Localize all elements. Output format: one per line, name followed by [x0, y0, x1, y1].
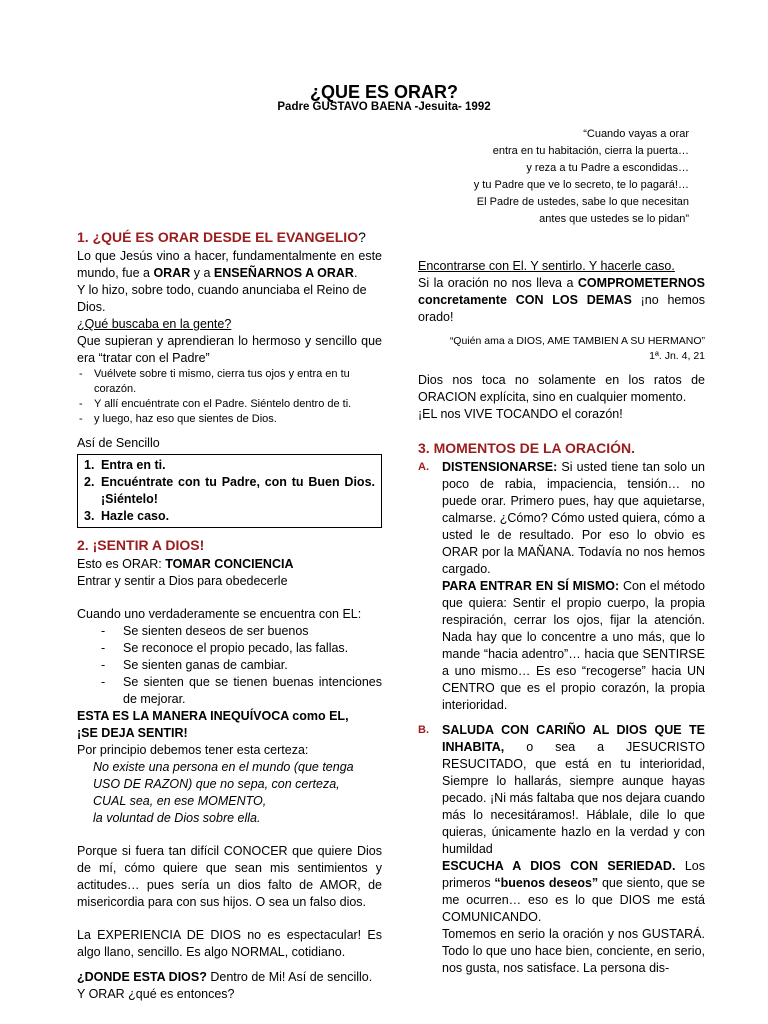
s2-italic-block: No existe una persona en el mundo (que tenga USO DE RAZON) que no sepa, con certeza, CUAL sea, en ese MOMENTO, la voluntad de Dios sobre ella. — [93, 760, 354, 825]
bible-quote: “Quién ama a DIOS, AME TAMBIEN A SU HERMANO” — [449, 335, 705, 347]
right-underlined: Encontrarse con El. Y sentirlo. Y hacerle caso. — [418, 259, 675, 273]
box-item: 3. Hazle caso. — [84, 509, 170, 523]
epigraph-line: “Cuando vayas a orar — [583, 128, 689, 140]
list-item: - Vuélvete sobre ti mismo, cierra tus ojos y entra en tu corazón. — [77, 367, 382, 397]
s2-paragraph-8: Y ORAR ¿qué es entonces? — [77, 987, 235, 1001]
list-item: - Se sienten ganas de cambiar. — [101, 657, 382, 674]
section-1-heading: 1. ¿QUÉ ES ORAR DESDE EL EVANGELIO? — [77, 229, 366, 245]
epigraph-line: y tu Padre que ve lo secreto, te lo pagará!… — [473, 179, 689, 191]
epigraph-line: y reza a tu Padre a escondidas… — [526, 162, 689, 174]
list-item: - Se sienten que se tienen buenas intenciones de mejorar. — [101, 674, 382, 708]
s1-list — [77, 367, 382, 427]
s2-line-2: Entrar y sentir a Dios para obedecerle — [77, 574, 288, 588]
list-item: - y luego, haz eso que sientes de Dios. — [77, 412, 382, 427]
s2-list — [77, 623, 382, 708]
s2-bold-1: ESTA ES LA MANERA INEQUÍVOCA como EL, — [77, 709, 349, 723]
moment-a: A. DISTENSIONARSE: Si usted tiene tan solo un poco de rabia, impaciencia, tensión… no puede orar. Primero pues, hay que aquietarse, calmarse. ¿Cómo? Cómo usted quiera, cómo a usted le de resultado. Por eso lo obvio es ORAR por la MAÑANA. Todavía no nos hemos cargado. PARA ENTRAR EN SÍ MISMO: Con el método que quiera: Sentir el propio cuerpo, la propia respiración, cerrar los ojos, fijar la atención. Nada hay que lo concentre a uno más, que lo mande “hacia adentro”… hacia que SENTIRSE a uno mismo… Es eso “recogerse” hacia UN CENTRO que es el propio corazón, la propia interioridad. — [418, 460, 705, 712]
s1-paragraph-1: Lo que Jesús vino a hacer, fundamentalmente en este mundo, fue a ORAR y a ENSEÑARNOS A ORAR. — [77, 249, 382, 280]
s2-line-4: Por principio debemos tener esta certeza: — [77, 743, 309, 757]
list-item: - Se reconoce el propio pecado, las fallas. — [101, 640, 382, 657]
s2-paragraph-6: La EXPERIENCIA DE DIOS no es espectacular! Es algo llano, sencillo. Es algo NORMAL, cotidiano. — [77, 928, 382, 959]
right-paragraph-3: ¡EL nos VIVE TOCANDO el corazón! — [418, 407, 623, 421]
s2-line-3: Cuando uno verdaderamente se encuentra con EL: — [77, 607, 362, 621]
section-2-heading: 2. ¡SENTIR A DIOS! — [77, 537, 205, 553]
right-paragraph-1: Si la oración no nos lleva a COMPROMETERNOS concretamente CON LOS DEMAS ¡no hemos orado! — [418, 276, 705, 324]
epigraph-line: antes que ustedes se lo pidan” — [539, 213, 689, 225]
list-item: - Y allí encuéntrate con el Padre. Siéntelo dentro de ti. — [77, 397, 382, 412]
moment-b: B. SALUDA CON CARIÑO AL DIOS QUE TE INHABITA, o sea a JESUCRISTO RESUCITADO, que está en tu interioridad, Siempre lo hallarás, siempre aunque hayas pecado. ¡Ni más faltaba que nos dejara cuando más lo necesitáramos!. Háblale, dile lo que quieras, únicamente hazlo en la verdad y con humildad ESCUCHA A DIOS CON SERIEDAD. Los primeros “buenos deseos” que siento, que se me ocurren… eso es lo que DIOS me está COMUNICANDO. Tomemos en serio la oración y nos GUSTARÁ. Todo lo que uno hace bien, conciente, en serio, nos gusta, nos satisface. La persona dis- — [418, 723, 705, 975]
s2-paragraph-5: Porque si fuera tan difícil CONOCER que quiere Dios de mí, cómo quiere que sean mis sentimientos y actitudes… pues sería un dios falto de AMOR, de misericordia para con sus hijos. O sea un falso dios. — [77, 844, 382, 909]
right-paragraph-2: Dios nos toca no solamente en los ratos de ORACION explícita, sino en cualquier momento. — [418, 373, 705, 404]
page-subtitle: Padre GUSTAVO BAENA -Jesuita- 1992 — [277, 101, 491, 113]
s1-paragraph-2: Y lo hizo, sobre todo, cuando anunciaba el Reino de Dios. — [77, 283, 367, 314]
box-item: 1. Entra en ti. — [84, 458, 166, 472]
steps-box — [77, 454, 382, 528]
bible-reference: 1ª. Jn. 4, 21 — [649, 350, 705, 362]
epigraph-quote — [389, 126, 689, 228]
epigraph-line: El Padre de ustedes, sabe lo que necesitan — [476, 196, 689, 208]
asi-de-sencillo: Así de Sencillo — [77, 436, 160, 450]
box-item: 2. Encuéntrate con tu Padre, con tu Buen Dios. ¡Siéntelo! — [84, 475, 375, 506]
s2-paragraph-7: ¿DONDE ESTA DIOS? Dentro de Mi! Así de sencillo. — [77, 970, 373, 984]
s1-paragraph-3: Que supieran y aprendieran lo hermoso y sencillo que era “tratar con el Padre” — [77, 334, 382, 365]
page-title: ¿QUE ES ORAR? — [309, 82, 458, 102]
section-3-heading: 3. MOMENTOS DE LA ORACIÓN. — [418, 440, 636, 456]
s2-line-1: Esto es ORAR: TOMAR CONCIENCIA — [77, 557, 294, 571]
left-column — [77, 228, 382, 1003]
epigraph-line: entra en tu habitación, cierra la puerta… — [492, 145, 689, 157]
list-item: - Se sienten deseos de ser buenos — [101, 623, 382, 640]
right-column — [418, 258, 705, 977]
s2-bold-2: ¡SE DEJA SENTIR! — [77, 726, 188, 740]
s1-question: ¿Qué buscaba en la gente? — [77, 317, 232, 331]
